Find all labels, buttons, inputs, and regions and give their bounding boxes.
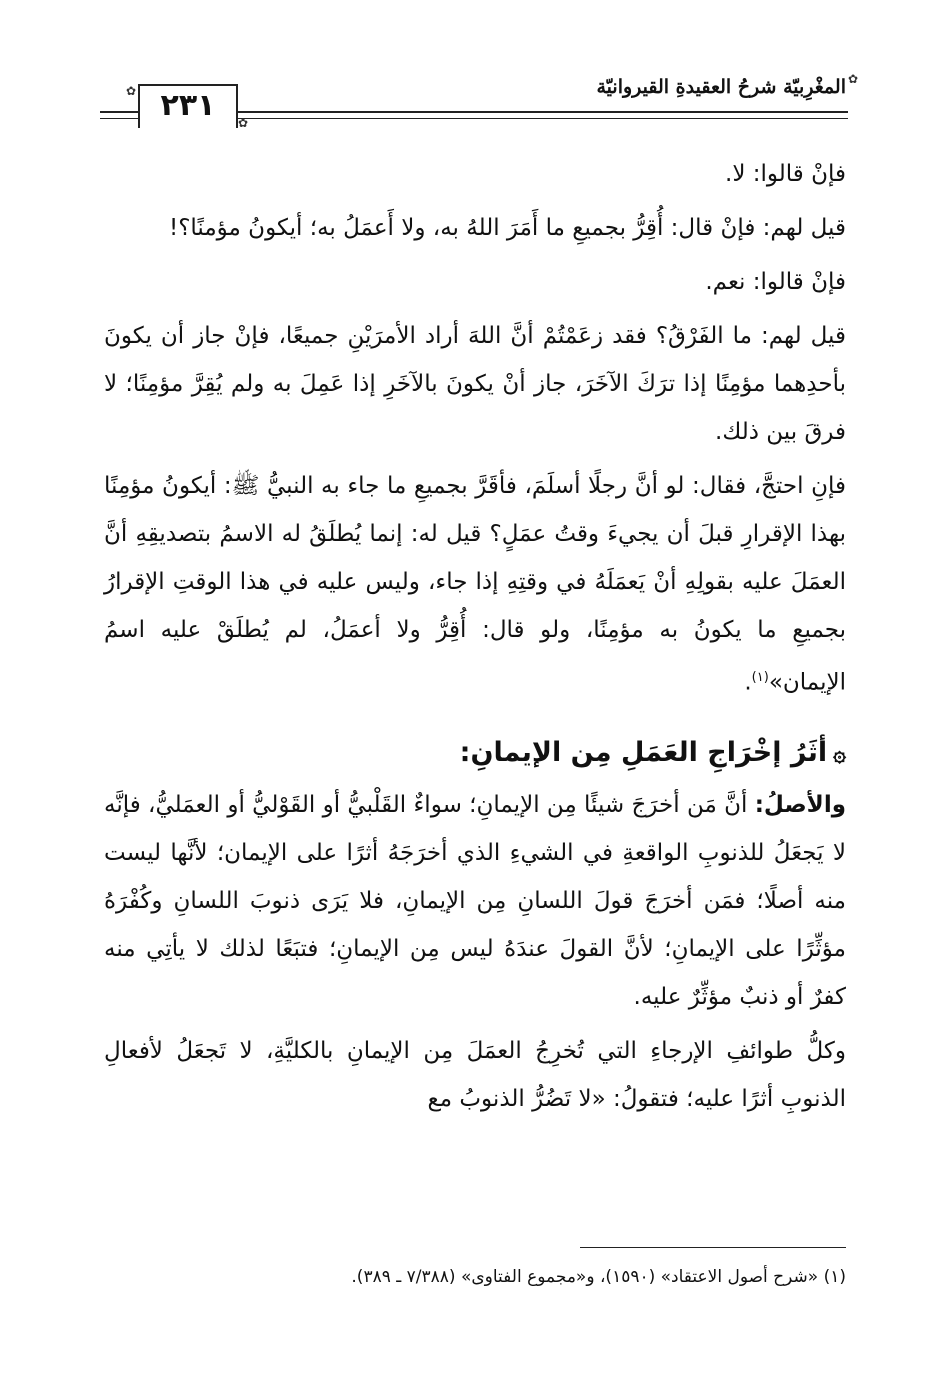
lead-term: والأصلُ: [754, 791, 846, 818]
footnote-ref: (١) [751, 670, 769, 685]
page-number: ٢٣١ [160, 88, 216, 123]
footnote: (١) «شرح أصول الاعتقاد» (١٥٩٠)، و«مجموع الفتاوى» (٧/٣٨٨ ـ ٣٨٩). [351, 1267, 846, 1287]
paragraph: قيل لهم: ما الفَرْقُ؟ فقد زعَمْتُمْ أنَّ اللهَ أراد الأمرَيْنِ جميعًا، فإنْ جاز أن يكونَ بأحدِهما مؤمِنًا إذا ترَكَ الآخَرَ، جاز أنْ يكونَ بالآخَرِ إذا عَمِلَ به ولم يُقِرَّ مؤمِنًا؛ لا فرقَ بين ذلك. [104, 323, 846, 445]
ornament-icon: ✿ [126, 84, 137, 98]
paragraph: فإنْ قالوا: نعم. [705, 269, 846, 295]
paragraph-text: فإنِ احتجَّ، فقال: لو أنَّ رجلًا أسلَمَ، فأقَرَّ بجميعِ ما جاء به النبيُّ ﷺ: أيكونُ مؤمِنًا بهذا الإقرارِ قبلَ أن يجيءَ وقتُ عمَلٍ؟ قيل له: إنما يُطلَقُ له الاسمُ بتصديقِهِ أنَّ العمَلَ عليه بقولِهِ أنْ يَعمَلَهُ في وقتِهِ إذا جاء، وليس عليه في هذا الوقتِ الإقرارُ بجميعِ ما يكونُ به مؤمِنًا، ولو قال: أُقِرُّ ولا أعمَلُ، لم يُطلَقْ عليه اسمُ الإيمان» [104, 473, 846, 696]
ornament-icon: ✿ [238, 116, 249, 130]
paragraph [104, 781, 846, 1021]
section-heading [104, 727, 846, 781]
ornament-icon: ✿ [847, 72, 858, 86]
paragraph: فإنْ قالوا: لا. [725, 161, 846, 187]
paragraph-end: . [744, 669, 752, 696]
paragraph: قيل لهم: فإنْ قال: أُقِرُّ بجميعِ ما أَمَرَ اللهُ به، ولا أَعمَلُ به؛ أيكونُ مؤمنًا؟! [168, 215, 846, 241]
heading-mark-icon: ۞ [833, 741, 846, 767]
section-heading-text: أثَرُ إخْرَاجِ العَمَلِ مِن الإيمانِ: [459, 736, 828, 768]
page-number-frame [138, 84, 238, 128]
paragraph [104, 462, 846, 707]
footnote-divider [580, 1247, 846, 1248]
book-title: المغْرِبيّة شرحُ العقيدةِ القيروانيّة [596, 76, 846, 98]
main-text [104, 150, 846, 1123]
page-header [0, 0, 928, 140]
paragraph-text: أنَّ مَن أخرَجَ شيئًا مِن الإيمانِ؛ سواءٌ القَلْبيُّ أو القَوْليُّ أو العمَليُّ، فإنَّه لا يَجعَلُ للذنوبِ الواقعةِ في الشيءِ الذي أخرَجَهُ أثرًا على الإيمان؛ لأنَّها ليست منه أصلًا؛ فمَن أخرَجَ قولَ اللسانِ مِن الإيمانِ، فلا يَرَى ذنوبَ اللسانِ وكُفْرَهُ مؤثِّرًا على الإيمانِ؛ لأنَّ القولَ عندَهُ ليس مِن الإيمانِ؛ فتبَعًا لذلك لا يأتِي منه كفرٌ أو ذنبٌ مؤثِّرٌ عليه. [104, 791, 846, 1010]
paragraph: وكلُّ طوائفِ الإرجاءِ التي تُخرِجُ العمَلَ مِن الإيمانِ بالكليَّةِ، لا تَجعَلُ لأفعالِ الذنوبِ أثرًا عليه؛ فتقولُ: «لا تَضُرُّ الذنوبُ مع [104, 1037, 846, 1112]
